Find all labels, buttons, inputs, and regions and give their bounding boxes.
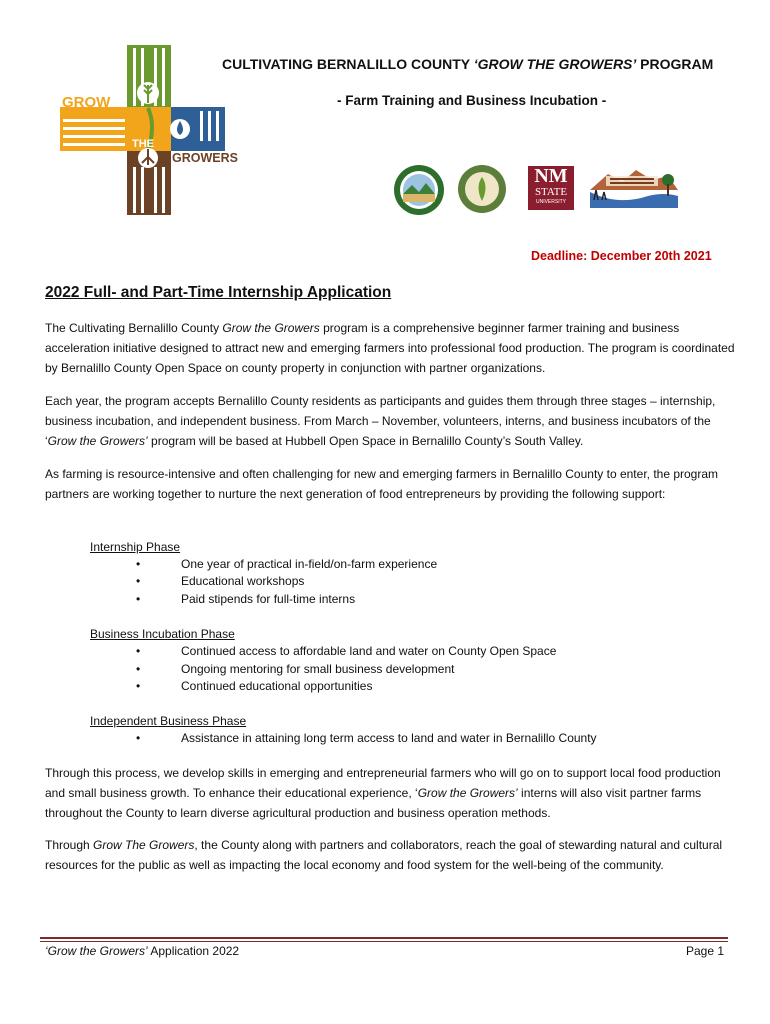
nmsu-logo-nm: NM <box>534 165 568 187</box>
bullet-glyph: • <box>136 679 141 693</box>
soil-water-district-logo <box>588 166 680 212</box>
bullet-glyph: • <box>136 557 141 571</box>
bullet-glyph: • <box>136 662 141 676</box>
intro-paragraph-3: As farming is resource-intensive and often challenging for new and emerging farmers in Bernalillo County to enter, the program partners are working together to nurture the next generation of food entrepreneurs by providing the following support: <box>45 467 719 501</box>
logo-growers-text: GROWERS <box>172 151 238 165</box>
nmsu-logo-university: UNIVERSITY <box>535 199 566 205</box>
bullet-glyph: • <box>136 574 141 588</box>
footer-divider <box>40 937 728 939</box>
list-item: Assistance in attaining long term access to land and water in Bernalillo County <box>181 731 597 745</box>
closing-paragraph-2: Through Grow The Growers, the County along with partners and collaborators, reach the goal of stewarding natural and cultural resources for the public as well as impacting the local economy and food system for the well-being of the community. <box>45 838 723 872</box>
phase-title-independent-business: Independent Business Phase <box>90 714 247 728</box>
logo-the-text: THE <box>132 138 154 150</box>
application-heading: 2022 Full- and Part-Time Internship Application <box>45 284 392 301</box>
program-title: CULTIVATING BERNALILLO COUNTY ‘GROW THE GROWERS’ PROGRAM <box>222 56 714 72</box>
nmsu-logo-state: STATE <box>534 186 568 198</box>
list-item: Continued educational opportunities <box>181 679 373 693</box>
deadline-text: Deadline: December 20th 2021 <box>531 249 712 263</box>
grow-the-growers-logo <box>60 45 238 215</box>
closing-paragraph-1: Through this process, we develop skills in emerging and entrepreneurial farmers who will go on to support local food production and small business growth. To enhance their educational experience, ‘Grow the Growers’ interns will also visit partner farms throughout the County to learn diverse agricultural production and business operation methods. <box>45 766 721 820</box>
footer-page-number: Page 1 <box>686 944 725 958</box>
list-item: Continued access to affordable land and water on County Open Space <box>181 644 557 658</box>
bullet-glyph: • <box>136 592 141 606</box>
partner-circle-logo <box>456 163 508 215</box>
list-item: Ongoing mentoring for small business development <box>181 662 455 676</box>
intro-paragraph-1: The Cultivating Bernalillo County Grow the Growers program is a comprehensive beginner farmer training and business acceleration initiative designed to attract new and emerging farmers into professional food production. The program is coordinated by Bernalillo County Open Space on county property in conjunction with partner organizations. <box>45 321 735 375</box>
bullet-glyph: • <box>136 644 141 658</box>
logo-grow-text: GROW <box>62 94 111 111</box>
phase-title-business-incubation: Business Incubation Phase <box>90 627 235 641</box>
intro-paragraph-2: Each year, the program accepts Bernalillo County residents as participants and guides them through three stages – internship, business incubation, and independent business. From March – November, volunteers, interns, and business incubators of the ‘Grow the Growers’ program will be based at Hubbell Open Space in Bernalillo County’s South Valley. <box>45 394 716 448</box>
list-item: Educational workshops <box>181 574 305 588</box>
list-item: Paid stipends for full-time interns <box>181 592 356 606</box>
footer-divider-thin <box>40 941 728 942</box>
footer-document-name: ‘Grow the Growers’ Application 2022 <box>45 944 240 958</box>
phase-title-internship: Internship Phase <box>90 540 181 554</box>
bernalillo-county-seal-logo <box>392 163 446 217</box>
program-subtitle: - Farm Training and Business Incubation - <box>337 93 607 108</box>
bullet-glyph: • <box>136 731 141 745</box>
nmsu-logo <box>528 166 574 210</box>
list-item: One year of practical in-field/on-farm experience <box>181 557 438 571</box>
